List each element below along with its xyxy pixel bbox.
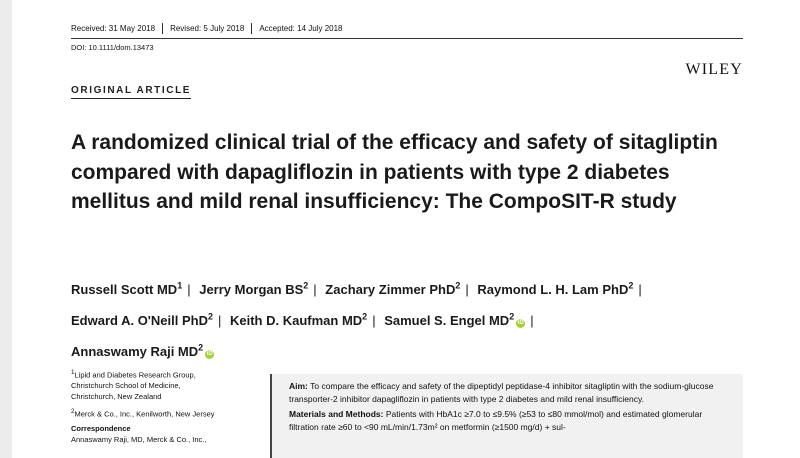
author-item (325, 282, 460, 297)
author-separator: | (530, 313, 534, 329)
author-item (71, 313, 213, 328)
author-item (384, 313, 525, 328)
author-affiliation-mark: 2 (303, 281, 309, 291)
correspondence-text: Annaswamy Raji, MD, Merck & Co., Inc., (71, 434, 207, 444)
abstract-aim: Aim: To compare the efficacy and safety of the dipeptidyl peptidase-4 inhibitor sitagliptin with the sodium-glucose transporter-2 inhibitor dapagliflozin in patients with type 2 diabetes and mild renal insufficiency. (289, 381, 714, 405)
section-label: ORIGINAL ARTICLE (71, 85, 191, 99)
orcid-icon[interactable]: iD (517, 320, 524, 327)
date-separator (251, 23, 252, 34)
author-separator: | (187, 282, 191, 298)
affiliation-2: $^2$Merck & Co., Inc., Kenilworth, New Jersey (71, 407, 215, 419)
author-affiliation-mark: 2 (198, 342, 204, 353)
author-name[interactable]: Edward A. O'Neill PhD (71, 313, 208, 329)
author-name[interactable]: Jerry Morgan BS (199, 282, 304, 298)
author-affiliation-mark: 1 (177, 281, 183, 291)
author-separator: | (313, 282, 317, 298)
affiliation-1: $^1$Lipid and Diabetes Research Group, Christchurch School of Medicine, Christchurch, New Zealand (71, 369, 196, 402)
author-affiliation-mark: 2 (207, 311, 213, 322)
article-dates (71, 23, 343, 34)
author-separator: | (372, 313, 376, 329)
author-name[interactable]: Annaswamy Raji MD (71, 343, 199, 359)
author-separator: | (638, 282, 642, 298)
author-item (199, 282, 308, 297)
accepted-date: Accepted: 14 July 2018 (259, 24, 343, 33)
author-name[interactable]: Russell Scott MD (71, 282, 178, 298)
author-item (71, 344, 214, 359)
author-item (230, 313, 367, 328)
revised-date: Revised: 5 July 2018 (170, 24, 245, 33)
author-item (71, 282, 182, 297)
header-rule (71, 38, 743, 39)
received-date: Received: 31 May 2018 (71, 24, 156, 33)
abstract-box (270, 374, 743, 458)
abstract-methods: Materials and Methods: Patients with HbA1c ≥7.0 to ≤9.5% (≥53 to ≤80 mmol/mol) and estimated glomerular filtration rate ≥60 to <90 mL/min/1.73m² on metformin (≥1500 mg/d) + sul- (289, 408, 703, 433)
author-name[interactable]: Samuel S. Engel MD (384, 313, 510, 329)
left-margin-band (0, 0, 12, 458)
author-name[interactable]: Raymond L. H. Lam PhD (477, 282, 629, 298)
author-separator: | (465, 282, 469, 298)
doi[interactable]: DOI: 10.1111/dom.13473 (71, 43, 154, 52)
author-affiliation-mark: 2 (362, 311, 368, 322)
orcid-icon[interactable]: iD (206, 350, 213, 357)
author-item (477, 282, 633, 297)
author-affiliation-mark: 2 (628, 281, 634, 291)
author-affiliation-mark: 2 (455, 281, 461, 291)
publisher-logo: WILEY (685, 61, 743, 78)
correspondence-heading: Correspondence (71, 424, 131, 434)
author-affiliation-mark: 2 (509, 311, 515, 322)
affiliations (71, 368, 261, 450)
article-title: A randomized clinical trial of the efficacy and safety of sitagliptin compared with dapagliflozin in patients with type 2 diabetes mellitus and mild renal insufficiency: The CompoSIT-R study (71, 131, 718, 213)
date-separator (162, 23, 163, 34)
author-name[interactable]: Zachary Zimmer PhD (325, 282, 456, 298)
author-name[interactable]: Keith D. Kaufman MD (230, 313, 363, 329)
author-separator: | (217, 313, 222, 329)
author-list (71, 273, 761, 365)
